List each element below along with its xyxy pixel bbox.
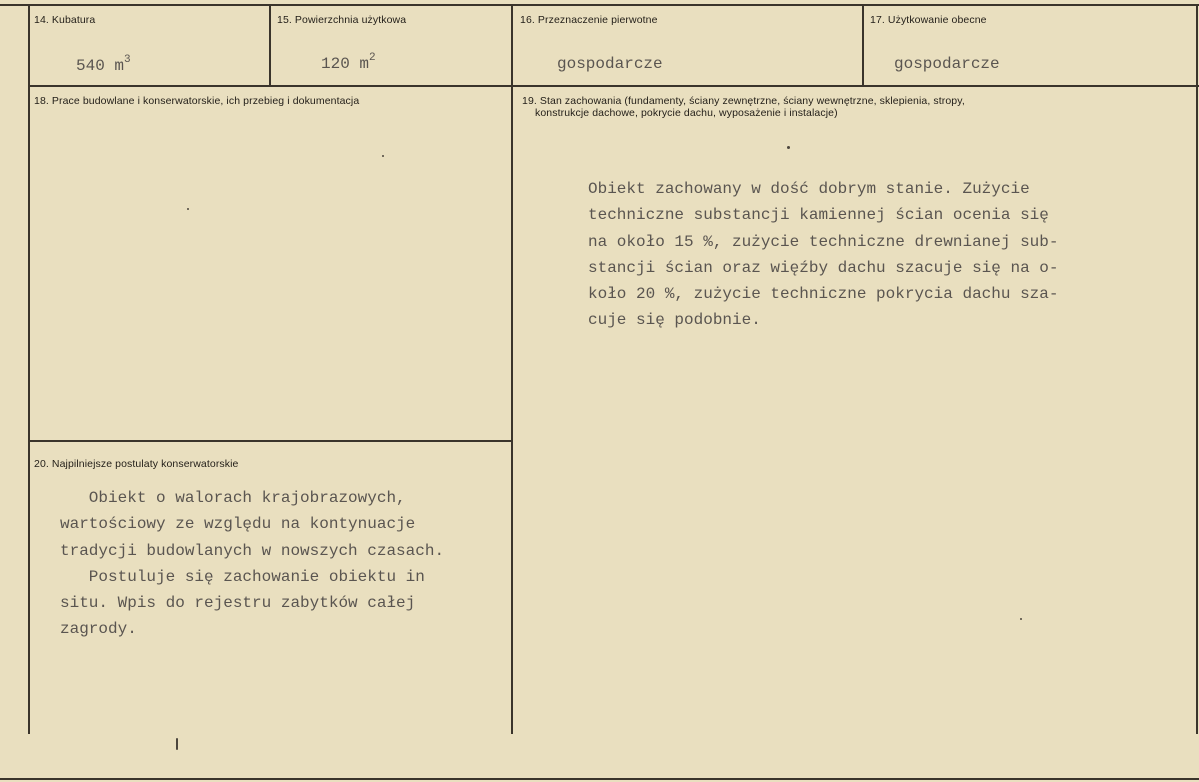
powierzchnia-label: 15. Powierzchnia użytkowa: [277, 14, 407, 26]
przeznaczenie-value: gospodarcze: [557, 55, 663, 73]
kubatura-exponent: 3: [124, 54, 131, 66]
paper-speck: [787, 146, 790, 149]
stan-label-line2: konstrukcje dachowe, pokrycie dachu, wyposażenie i instalacje): [535, 107, 838, 119]
paper-speck: [1020, 618, 1022, 620]
postulaty-text: Obiekt o walorach krajobrazowych, wartościowy ze względu na kontynuacje tradycji budowlanych w nowszych czasach. Postuluje się zachowanie obiektu in situ. Wpis do rejestru zabytków całej zagrody.: [60, 489, 445, 639]
kubatura-number: 540 m: [76, 57, 125, 75]
prace-label: 18. Prace budowlane i konserwatorskie, ich przebieg i dokumentacja: [34, 95, 360, 107]
kubatura-value: [76, 54, 131, 75]
divider-14-15: [269, 4, 271, 85]
powierzchnia-number: 120 m: [321, 55, 370, 73]
paper-speck: [187, 208, 189, 210]
left-border: [28, 4, 30, 734]
uzytkowanie-label: 17. Użytkowanie obecne: [870, 14, 987, 26]
stan-text: Obiekt zachowany w dość dobrym stanie. Zużycie techniczne substancji kamiennej ścian ocenia się na około 15 %, zużycie techniczne drewnianej sub- stancji ścian oraz więźby dachu szacuje się na o- koło 20 %, zużycie techniczne pokrycia dachu sza- cuje się podobnie.: [588, 180, 1059, 330]
powierzchnia-exponent: 2: [369, 52, 376, 64]
paper-speck: [382, 155, 384, 157]
postulaty-label: 20. Najpilniejsze postulaty konserwatorskie: [34, 458, 239, 470]
uzytkowanie-value: gospodarcze: [894, 55, 1000, 73]
powierzchnia-value: [321, 52, 376, 73]
bottom-border: [0, 778, 1199, 780]
przeznaczenie-label: 16. Przeznaczenie pierwotne: [520, 14, 658, 26]
kubatura-label: 14. Kubatura: [34, 14, 96, 26]
right-border: [1196, 4, 1198, 734]
divider-18-20: [28, 440, 512, 442]
stan-label-line1: 19. Stan zachowania (fundamenty, ściany zewnętrzne, ściany wewnętrzne, sklepienia, stropy,: [522, 95, 965, 107]
divider-15-16: [511, 4, 513, 734]
top-border: [0, 4, 1199, 6]
header-row-divider: [28, 85, 1199, 87]
paper-speck: [176, 738, 178, 750]
divider-16-17: [862, 4, 864, 85]
